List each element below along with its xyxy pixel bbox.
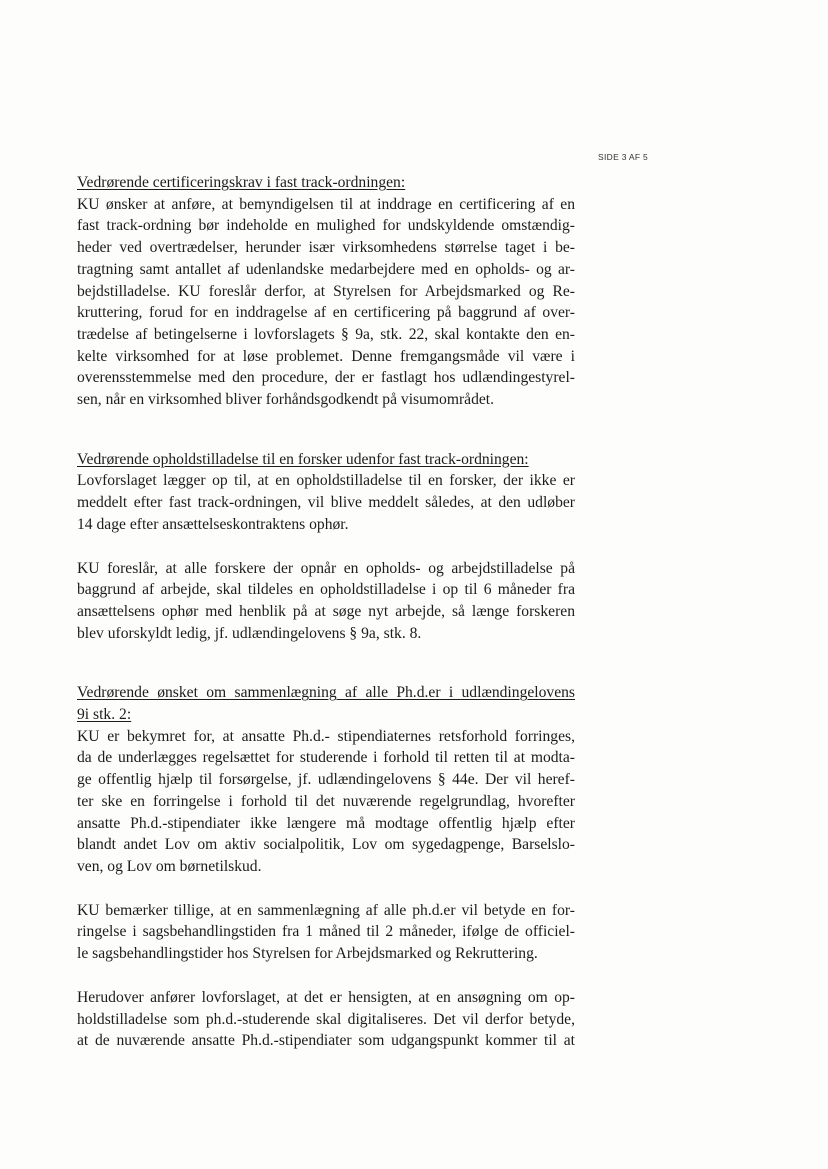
text-line: ringelse i sagsbehandlingstiden fra 1 måned til 2 måneder, ifølge de officiel-	[77, 923, 575, 941]
text-line: overensstemmelse med den procedure, der er fastlagt hos udlændingestyrel-	[77, 369, 575, 387]
text-line: ansatte Ph.d.-stipendiater ikke længere må modtage offentlig hjælp efter	[77, 814, 575, 832]
text-line: trædelse af betingelserne i lovforslagets § 9a, stk. 22, skal kontakte den en-	[77, 325, 575, 343]
text-line: ter ske en forringelse i forhold til det nuværende regelgrundlag, hvorefter	[77, 792, 575, 810]
text-line: ven, og Lov om børnetilskud.	[77, 857, 262, 875]
text-line: 14 dage efter ansættelseskontraktens ophør.	[77, 515, 349, 533]
paragraph	[77, 900, 575, 965]
section-certificeringskrav	[77, 172, 575, 411]
heading-line: Vedrørende opholdstilladelse til en forsker udenfor fast track-ordningen:	[77, 450, 529, 468]
document-body	[77, 172, 575, 1090]
text-line: ge offentlig hjælp til forsørgelse, jf. udlændingelovens § 44e. Der vil heref-	[77, 771, 575, 789]
text-line: kruttering, forud for en inddragelse af en certificering på baggrund af over-	[77, 304, 575, 322]
text-line: KU ønsker at anføre, at bemyndigelsen til at inddrage en certificering af en	[77, 195, 575, 213]
text-line: kelte virksomhed for at løse problemet. Denne fremgangsmåde vil være i	[77, 347, 575, 365]
paragraph	[77, 726, 575, 878]
text-line: ansættelsens ophør med henblik på at søge nyt arbejde, så længe forskeren	[77, 602, 575, 620]
text-line: baggrund af arbejde, skal tildeles en opholdstilladelse i op til 6 måneder fra	[77, 581, 575, 599]
text-line: bejdstilladelse. KU foreslår derfor, at Styrelsen for Arbejdsmarked og Re-	[77, 282, 575, 300]
text-line: tragtning samt antallet af udenlandske medarbejdere med en opholds- og ar-	[77, 260, 575, 278]
page-number: SIDE 3 AF 5	[598, 152, 649, 162]
paragraph	[77, 558, 575, 645]
section-heading	[77, 449, 575, 471]
text-line: Lovforslaget lægger op til, at en opholdstilladelse til en forsker, der ikke er	[77, 472, 575, 490]
text-line: le sagsbehandlingstider hos Styrelsen for Arbejdsmarked og Rekruttering.	[77, 945, 538, 963]
text-line: holdstilladelse som ph.d.-studerende skal digitaliseres. Det vil derfor betyde,	[77, 1010, 575, 1028]
text-line: KU er bekymret for, at ansatte Ph.d.- stipendiaternes retsforhold forringes,	[77, 727, 575, 745]
text-line: blandt andet Lov om aktiv socialpolitik, Lov om sygedagpenge, Barselslo-	[77, 836, 575, 854]
text-line: fast track-ordning bør indeholde en mulighed for undskyldende omstændig-	[77, 217, 575, 235]
paragraph	[77, 194, 575, 411]
section-heading	[77, 682, 575, 725]
paragraph	[77, 470, 575, 535]
text-line: heder ved overtrædelser, herunder især virksomhedens størrelse taget i be-	[77, 239, 575, 257]
text-line: KU foreslår, at alle forskere der opnår en opholds- og arbejdstilladelse på	[77, 559, 575, 577]
text-line: KU bemærker tillige, at en sammenlægning af alle ph.d.er vil betyde en for-	[77, 901, 575, 919]
text-line: meddelt efter fast track-ordningen, vil blive meddelt således, at den udløber	[77, 494, 575, 512]
paragraph	[77, 987, 575, 1052]
text-line: blev uforskyldt ledig, jf. udlændingelovens § 9a, stk. 8.	[77, 624, 422, 642]
section-opholdstilladelse-forsker	[77, 449, 575, 645]
heading-line: Vedrørende certificeringskrav i fast track-ordningen:	[77, 174, 406, 191]
text-line: at de nuværende ansatte Ph.d.-stipendiater som udgangspunkt kommer til at	[77, 1032, 575, 1050]
section-sammenlaegning-phd	[77, 682, 575, 1052]
text-line: da de underlægges regelsættet for studerende i forhold til retten til at modta-	[77, 749, 575, 767]
text-line: Herudover anfører lovforslaget, at det er hensigten, at en ansøgning om op-	[77, 988, 575, 1006]
text-line: sen, når en virksomhed bliver forhåndsgodkendt på visumområdet.	[77, 391, 495, 409]
heading-line: 9i stk. 2:	[77, 706, 132, 724]
heading-line: Vedrørende ønsket om sammenlægning af alle Ph.d.er i udlændingelovens	[77, 684, 575, 702]
section-heading	[77, 172, 575, 194]
